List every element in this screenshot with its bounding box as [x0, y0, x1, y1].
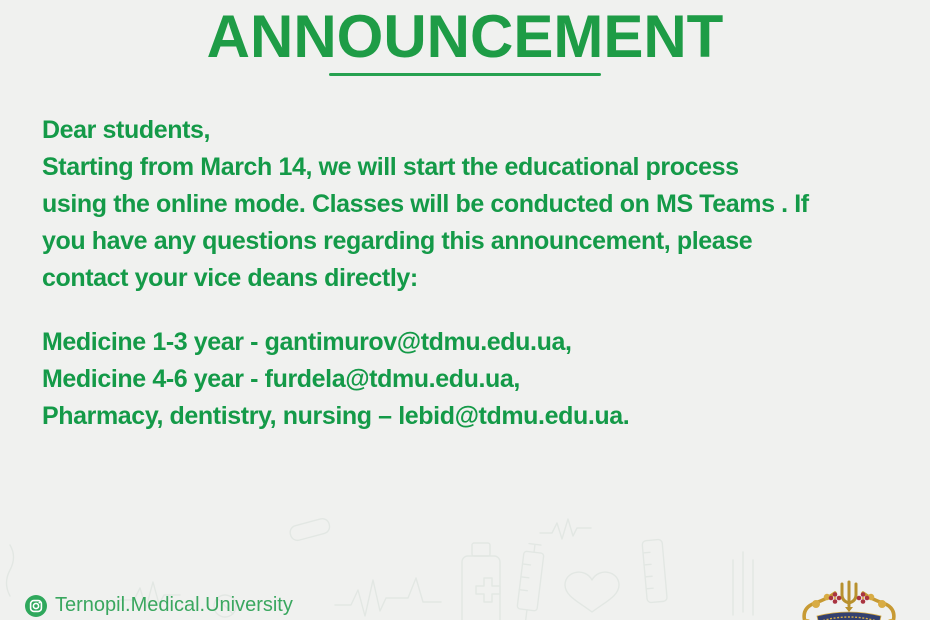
instagram-handle: Ternopil.Medical.University — [55, 594, 293, 616]
bandaid-doodle — [289, 517, 332, 542]
instagram-icon — [25, 595, 47, 617]
body-line: Starting from March 14, we will start the educational process — [42, 153, 739, 181]
footer-instagram — [25, 594, 293, 617]
body-line: using the online mode. Classes will be conducted on MS Teams . If — [42, 190, 809, 218]
wavy-line-doodle — [7, 545, 14, 596]
ecg-doodle — [540, 519, 591, 539]
syringe-doodle — [515, 543, 545, 620]
medicine-bottle-doodle — [462, 543, 500, 620]
contact-list — [42, 324, 629, 435]
ecg-doodle — [335, 578, 441, 616]
body-line: you have any questions regarding this announcement, please — [42, 227, 753, 255]
thermometer-doodle — [642, 539, 667, 603]
body-line-greeting: Dear students, — [42, 116, 211, 144]
test-tubes-doodle — [733, 552, 753, 615]
announcement-body — [42, 112, 809, 297]
body-line: contact your vice deans directly: — [42, 264, 418, 292]
university-crest — [799, 578, 899, 620]
heart-doodle — [565, 572, 619, 612]
page-title: ANNOUNCEMENT — [206, 3, 724, 70]
university-crest-icon — [799, 578, 899, 620]
contact-line-medicine-4-6: Medicine 4-6 year - furdela@tdmu.edu.ua, — [42, 365, 520, 393]
contact-line-pharmacy-dentistry-nursing: Pharmacy, dentistry, nursing – lebid@tdmu.edu.ua. — [42, 402, 630, 430]
title-underline — [329, 73, 601, 76]
contact-line-medicine-1-3: Medicine 1-3 year - gantimurov@tdmu.edu.ua, — [42, 328, 572, 356]
